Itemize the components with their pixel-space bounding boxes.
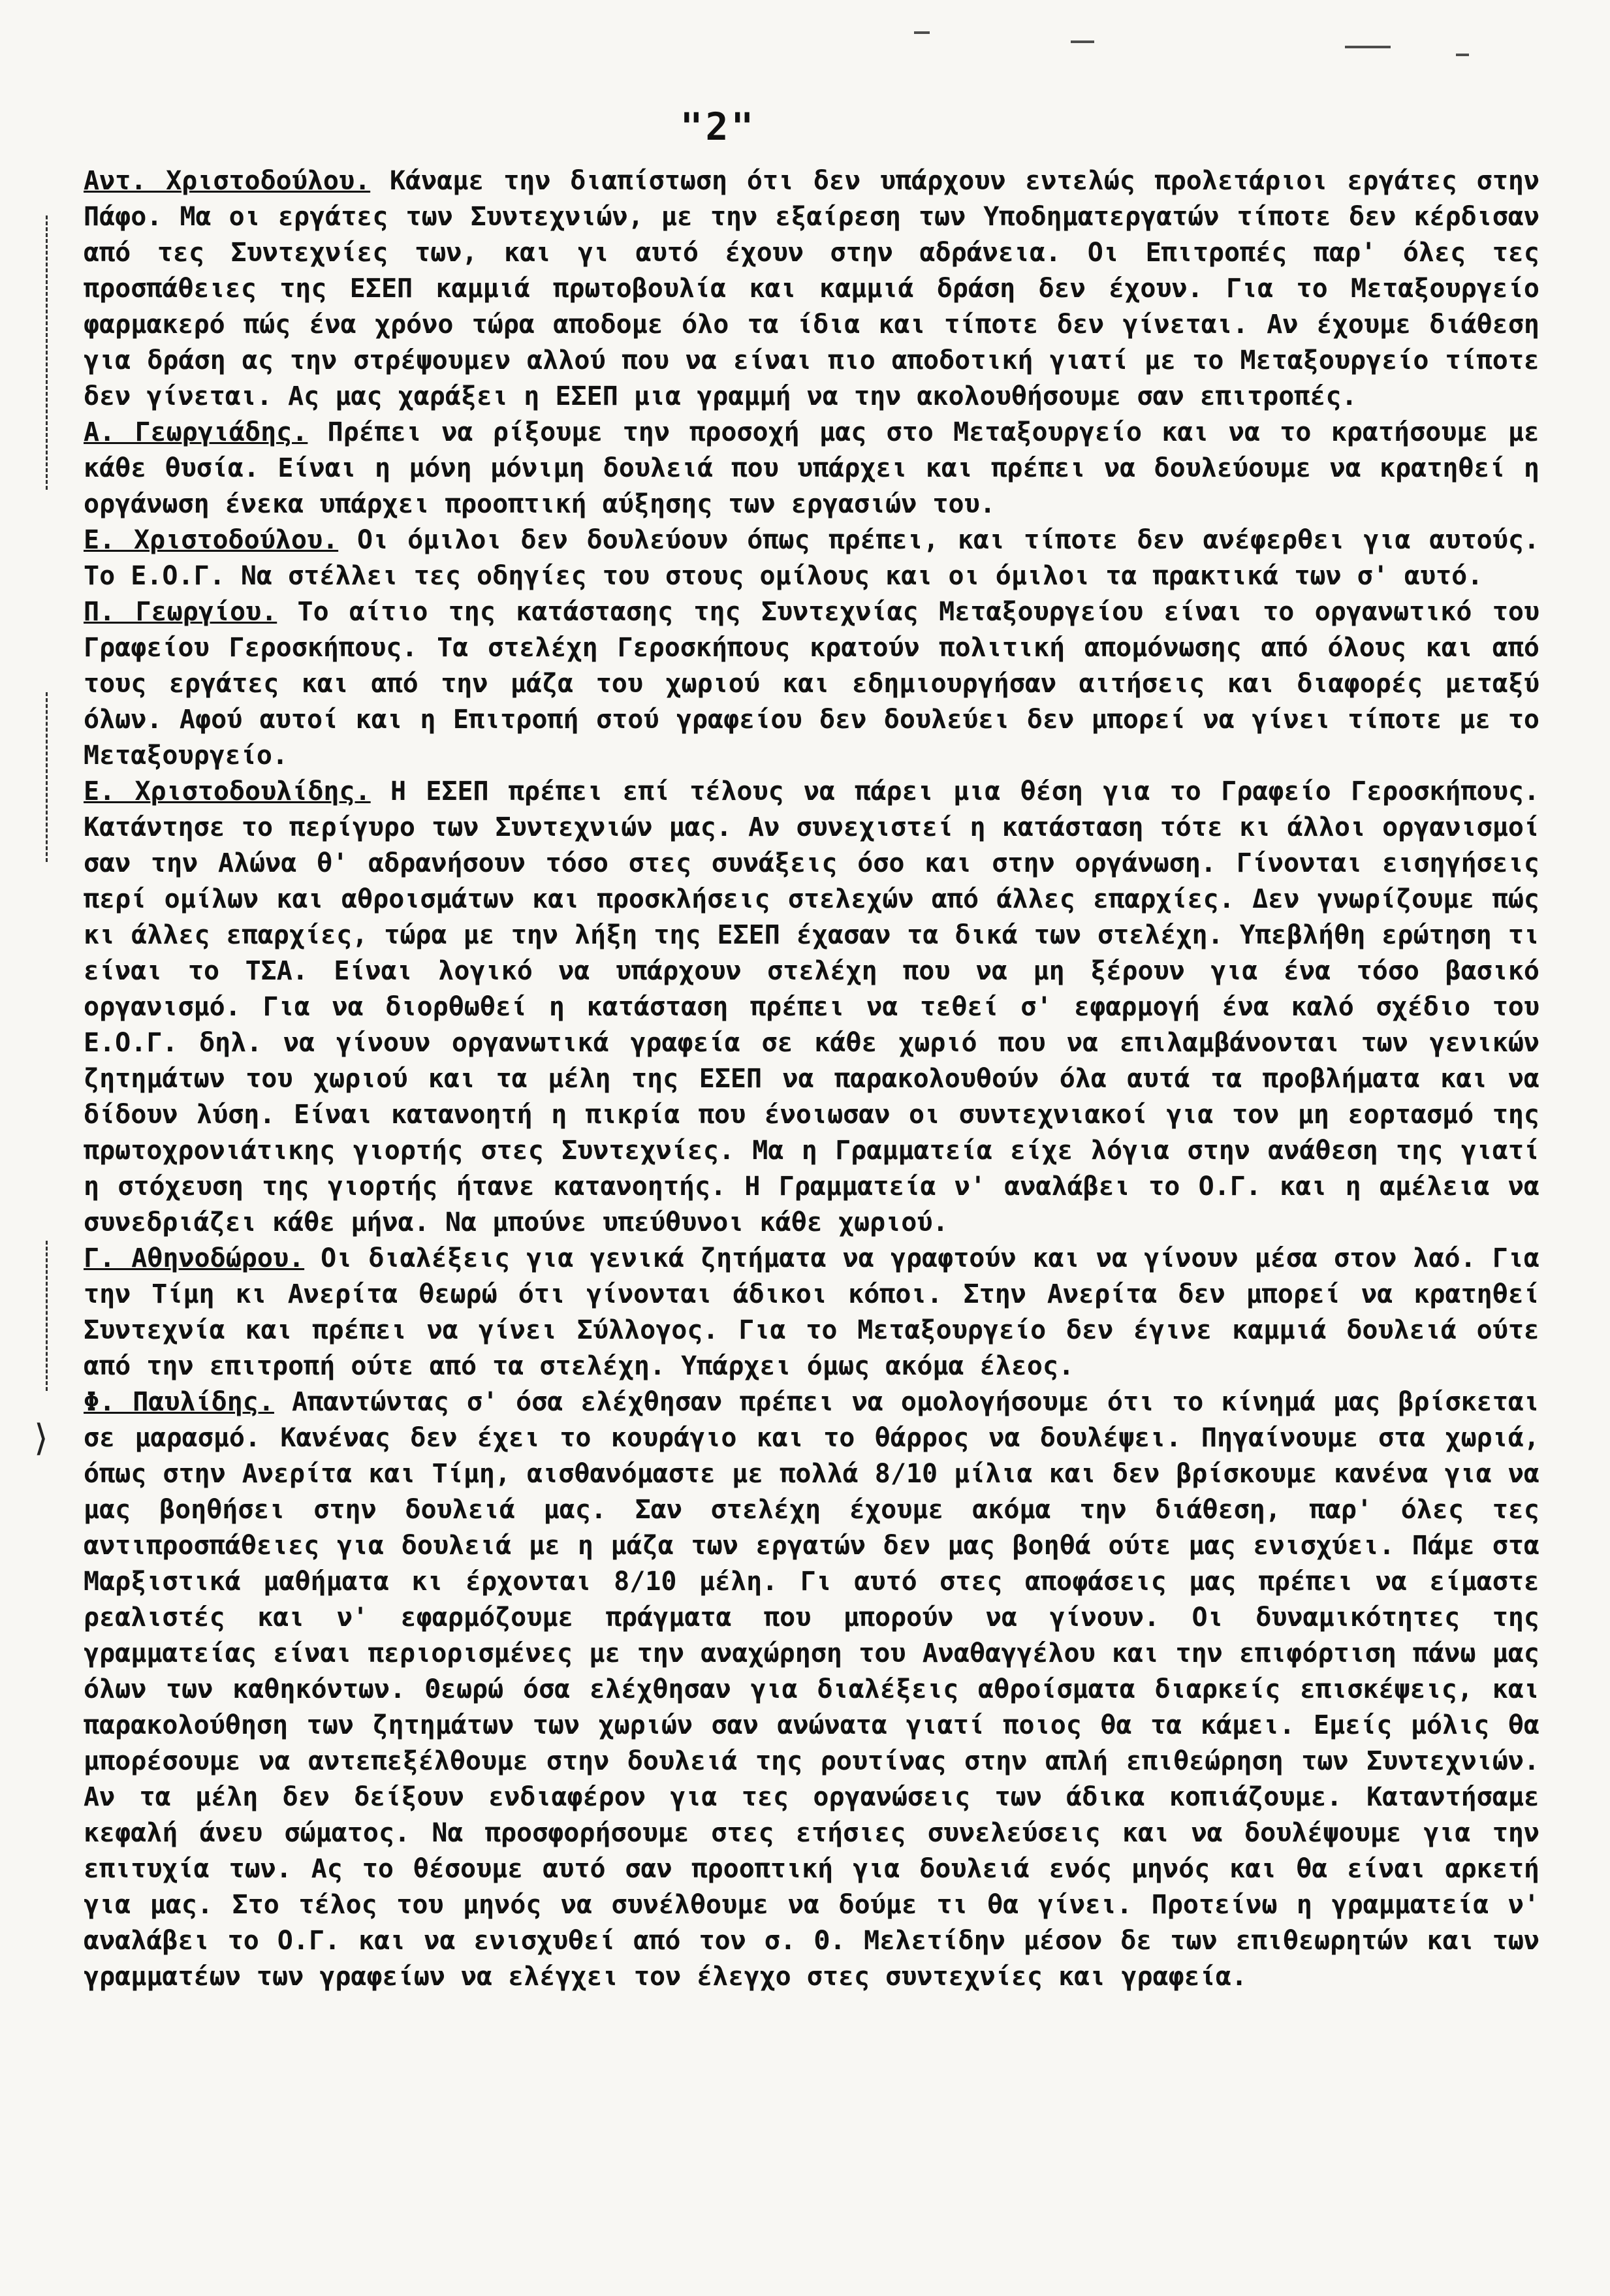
minutes-entry xyxy=(84,594,1539,774)
entry-text: Η ΕΣΕΠ πρέπει επί τέλους να πάρει μια θέση για το Γραφείο Γεροσκήπους. Κατάντησε το περίγυρο των Συντεχνιών μας. Αν συνεχιστεί η κατάσταση τότε κι άλλοι οργανισμοί σαν την Αλώνα θ' αδρανήσουν τόσο στες συνάξεις όσο και στην οργάνωση. Γίνονται εισηγήσεις περί ομίλων και αθροισμάτων και προσκλήσεις στελεχών από άλλες επαρχίες. Δεν γνωρίζουμε πώς κι άλλες επαρχίες, τώρα με την λήξη της ΕΣΕΠ έχασαν τα δικά των στελέχη. Υπεβλήθη ερώτηση τι είναι το ΤΣΑ. Είναι λογικό να υπάρχουν στελέχη που να μη ξέρουν για ένα τόσο βασικό οργανισμό. Για να διορθωθεί η κατάσταση πρέπει να τεθεί σ' εφαρμογή ένα καλό σχέδιο του Ε.Ο.Γ. δηλ. να γίνουν οργανωτικά γραφεία σε κάθε χωριό που να επιλαμβάνονται των γενικών ζητημάτων του χωριού και τα μέλη της ΕΣΕΠ να παρακολουθούν όλα αυτά τα προβλήματα και να δίδουν λύση. Είναι κατανοητή η πικρία που ένοιωσαν οι συντεχνιακοί για τον μη εορτασμό της πρωτοχρονιάτικης γιορτής στες Συντεχνίες. Μα η Γραμματεία είχε λόγια στην ανάθεση της γιατί η στόχευση της γιορτής ήτανε κατανοητής. Η Γραμματεία ν' αναλάβει το Ο.Γ. και η αμέλεια να συνεδριάζει κάθε μήνα. Να μπούνε υπεύθυνοι κάθε χωριού. xyxy=(84,776,1539,1237)
speaker-name: Αντ. Χριστοδούλου. xyxy=(84,166,371,196)
entry-text: Κάναμε την διαπίστωση ότι δεν υπάρχουν εντελώς προλετάριοι εργάτες στην Πάφο. Μα οι εργάτες των Συντεχνιών, με την εξαίρεση των Υποδηματεργατών τίποτε δεν κέρδισαν από τες Συντεχνίες των, και γι αυτό έχουν στην αδράνεια. Οι Επιτροπές παρ' όλες τες προσπάθειες της ΕΣΕΠ καμμιά πρωτοβουλία και καμμιά δράση δεν έχουν. Για το Μεταξουργείο φαρμακερό πώς ένα χρόνο τώρα αποδομε όλο τα ίδια και τίποτε δεν γίνεται. Αν έχουμε διάθεση για δράση ας την στρέψουμεν αλλού που να είναι πιο αποδοτική γιατί με το Μεταξουργείο τίποτε δεν γίνεται. Ας μας χαράξει η ΕΣΕΠ μια γραμμή να την ακολουθήσουμε σαν επιτροπές. xyxy=(84,166,1539,411)
page-number: "2" xyxy=(680,104,757,149)
entry-text: Οι διαλέξεις για γενικά ζητήματα να γραφτούν και να γίνουν μέσα στον λαό. Για την Τίμη κι Ανερίτα θεωρώ ότι γίνονται άδικοι κόποι. Στην Ανερίτα δεν μπορεί να κρατηθεί Συντεχνία και πρέπει να γίνει Σύλλογος. Για το Μεταξουργείο δεν έγινε καμμιά δουλειά ούτε από την επιτροπή ούτε από τα στελέχη. Υπάρχει όμως ακόμα έλεος. xyxy=(84,1243,1539,1381)
margin-bracket xyxy=(46,692,53,862)
scan-smudge xyxy=(1071,40,1094,43)
minutes-entry xyxy=(84,163,1539,415)
speaker-name: Ε. Χριστοδουλίδης. xyxy=(84,776,371,806)
margin-bracket xyxy=(46,1241,53,1391)
entry-text: Το αίτιο της κατάστασης της Συντεχνίας Μεταξουργείου είναι το οργανωτικό του Γραφείου Γεροσκήπους. Τα στελέχη Γεροσκήπους κρατούν πολιτική απομόνωσης από όλους και από τους εργάτες και από την μάζα του χωριού και εδημιουργήσαν αιτήσεις και διαφορές μεταξύ όλων. Αφού αυτοί και η Επιτροπή στού γραφείου δεν δουλεύει δεν μπορεί να γίνει τίποτε με το Μεταξουργείο. xyxy=(84,597,1539,771)
entry-text: Οι όμιλοι δεν δουλεύουν όπως πρέπει, και τίποτε δεν ανέφερθει για αυτούς. Το Ε.Ο.Γ. Να στέλλει τες οδηγίες του στους ομίλους και οι όμιλοι τα πρακτικά των σ' αυτό. xyxy=(84,525,1540,591)
minutes-entry xyxy=(84,415,1539,522)
scan-smudge xyxy=(1456,54,1469,56)
speaker-name: Γ. Αθηνοδώρου. xyxy=(84,1243,305,1273)
minutes-entry xyxy=(84,1241,1539,1384)
minutes-entry xyxy=(84,522,1539,594)
speaker-name: Ε. Χριστοδούλου. xyxy=(84,525,339,555)
scan-smudge xyxy=(914,31,930,34)
speaker-name: Φ. Παυλίδης. xyxy=(84,1387,274,1417)
speaker-name: Α. Γεωργιάδης. xyxy=(84,417,308,447)
minutes-body xyxy=(84,163,1539,1995)
entry-text: Απαντώντας σ' όσα ελέχθησαν πρέπει να ομολογήσουμε ότι το κίνημά μας βρίσκεται σε μαρασμό. Κανένας δεν έχει το κουράγιο και το θάρρος να δουλέψει. Πηγαίνουμε στα χωριά, όπως στην Ανερίτα και Τίμη, αισθανόμαστε με πολλά 8/10 μίλια και δεν βρίσκουμε κανένα για να μας βοηθήσει στην δουλειά μας. Σαν στελέχη έχουμε ακόμα την διάθεση, παρ' όλες τες αντιπροσπάθειες για δουλειά με η μάζα των εργατών δεν μας βοηθά ούτε μας ενισχύει. Πάμε στα Μαρξιστικά μαθήματα κι έρχονται 8/10 μέλη. Γι αυτό στες αποφάσεις μας πρέπει να είμαστε ρεαλιστές και ν' εφαρμόζουμε πράγματα που μπορούν να γίνουν. Οι δυναμικότητες της γραμματείας είναι περιορισμένες με την αναχώρηση του Αναθαγγέλου και την επιφόρτιση πάνω μας όλων των καθηκόντων. Θεωρώ όσα ελέχθησαν για διαλέξεις αθροίσματα διαρκείς επισκέψεις, και παρακολούθηση των ζητημάτων των χωριών σαν ανώνατα γιατί ποιος θα τα κάμει. Εμείς μόλις θα μπορέσουμε να αντεπεξέλθουμε στην δουλειά της ρουτίνας στην απλή επιθεώρηση των Συντεχνιών. Αν τα μέλη δεν δείξουν ενδιαφέρον για τες οργανώσεις των άδικα κοπιάζουμε. Καταντήσαμε κεφαλή άνευ σώματος. Να προσφορήσουμε στες ετήσιες συνελεύσεις και να δουλέψουμε για την επιτυχία των. Ας το θέσουμε αυτό σαν προοπτική για δουλειά ενός μηνός και θα είναι αρκετή για μας. Στο τέλος του μηνός να συνέλθουμε να δούμε τι θα γίνει. Προτείνω η γραμματεία ν' αναλάβει το Ο.Γ. και να ενισχυθεί από τον σ. Θ. Μελετίδην μέσον δε των επιθεωρητών και των γραμματέων των γραφείων να ελέγχει τον έλεγχο στες συντεχνίες και γραφεία. xyxy=(84,1387,1540,1992)
margin-arrow-mark: ⟩ xyxy=(34,1417,48,1459)
minutes-entry xyxy=(84,774,1539,1241)
speaker-name: Π. Γεωργίου. xyxy=(84,597,277,627)
minutes-entry xyxy=(84,1384,1539,1995)
entry-text: Πρέπει να ρίξουμε την προσοχή μας στο Μεταξουργείο και να το κρατήσουμε με κάθε θυσία. Είναι η μόνη μόνιμη δουλειά που υπάρχει και πρέπει να δουλεύουμε να κρατηθεί η οργάνωση ένεκα υπάρχει προοπτική αύξησης των εργασιών του. xyxy=(84,417,1539,519)
scan-smudge xyxy=(1345,46,1391,48)
margin-bracket xyxy=(46,215,53,490)
